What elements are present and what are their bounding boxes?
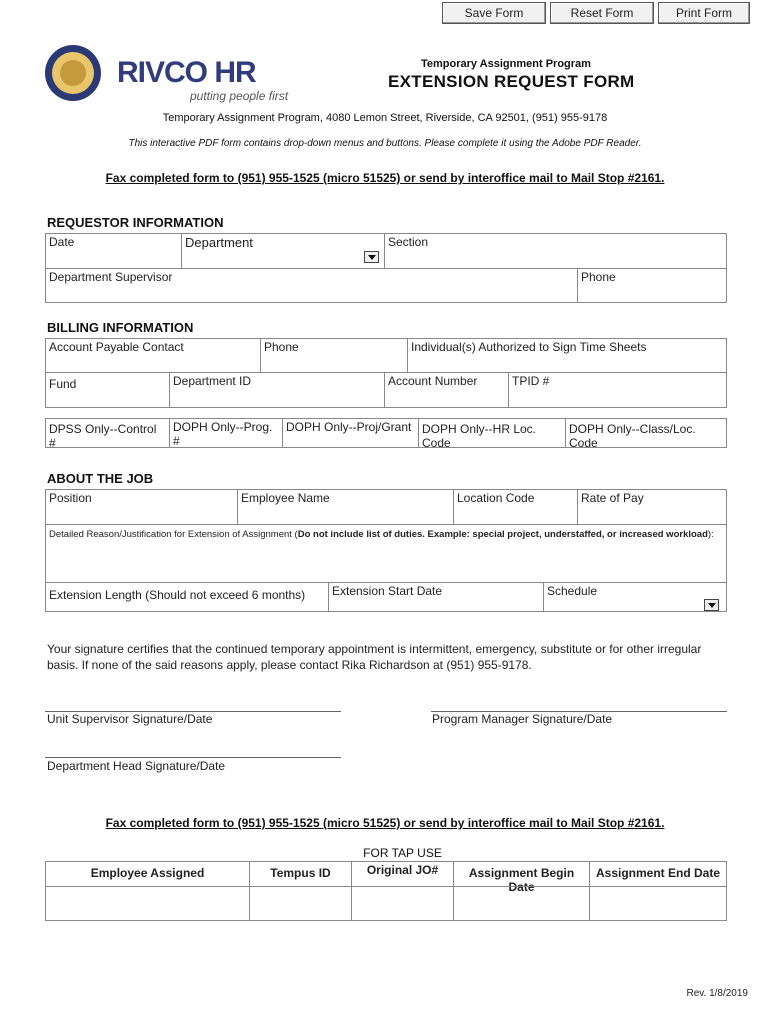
employee-name-field[interactable] xyxy=(237,489,454,525)
employee-name-label: Employee Name xyxy=(241,491,330,505)
fund-label: Fund xyxy=(49,377,77,391)
tap-original-jo-input[interactable] xyxy=(351,886,454,921)
billing-phone-label: Phone xyxy=(264,340,299,354)
program-manager-label: Program Manager Signature/Date xyxy=(432,712,613,726)
rate-of-pay-label: Rate of Pay xyxy=(581,491,644,505)
extension-start-field[interactable] xyxy=(328,582,544,612)
logo-tagline: putting people first xyxy=(190,89,289,103)
extension-start-label: Extension Start Date xyxy=(332,584,443,598)
doph-hr-label: DOPH Only--HR Loc. Code xyxy=(422,422,537,450)
tap-use-label: FOR TAP USE xyxy=(363,846,442,860)
chevron-down-icon[interactable] xyxy=(364,251,379,263)
save-form-button[interactable]: Save Form xyxy=(442,2,546,24)
date-label: Date xyxy=(49,235,75,249)
tap-col-tempus: Tempus ID xyxy=(249,861,352,887)
department-id-label: Department ID xyxy=(173,374,252,388)
revision-date: Rev. 1/8/2019 xyxy=(686,988,748,999)
department-select[interactable] xyxy=(181,233,385,269)
dpss-control-label: DPSS Only--Control # xyxy=(49,422,157,450)
dpss-control-field[interactable] xyxy=(45,418,170,448)
reason-label: Detailed Reason/Justification for Extension of Assignment ( xyxy=(49,529,298,540)
authorized-signers-field[interactable] xyxy=(407,338,727,373)
reason-label-end: ): xyxy=(707,529,714,540)
department-head-signature-line[interactable] xyxy=(45,757,341,758)
doph-prog-field[interactable] xyxy=(169,418,283,448)
position-label: Position xyxy=(49,491,92,505)
location-code-field[interactable] xyxy=(453,489,578,525)
tpid-label: TPID # xyxy=(512,374,550,388)
billing-phone-field[interactable] xyxy=(260,338,408,373)
fax-instructions-top: Fax completed form to (951) 955-1525 (micro 51525) or send by interoffice mail to Mail Stop #2161. xyxy=(105,171,665,185)
job-heading: ABOUT THE JOB xyxy=(47,471,154,486)
supervisor-field[interactable] xyxy=(45,268,578,303)
rivco-hr-logo: RIVCO HR xyxy=(117,56,256,89)
program-name: Temporary Assignment Program xyxy=(421,58,591,70)
department-label: Department xyxy=(185,235,253,250)
doph-prog-label: DOPH Only--Prog. # xyxy=(173,420,273,448)
doph-class-label: DOPH Only--Class/Loc. Code xyxy=(569,422,696,450)
tap-col-employee: Employee Assigned xyxy=(45,861,250,887)
ap-contact-label: Account Payable Contact xyxy=(49,340,184,354)
requestor-heading: REQUESTOR INFORMATION xyxy=(47,215,224,230)
fund-field[interactable] xyxy=(45,372,170,408)
department-head-label: Department Head Signature/Date xyxy=(47,759,226,773)
schedule-label: Schedule xyxy=(547,584,598,598)
certification-text: Your signature certifies that the continued temporary appointment is intermittent, emergency, substitute or for other irregular basis. If none of the said reasons apply, please contact Rika Richardson at (951) 955-9178. xyxy=(47,642,702,672)
tap-col-begin-date: Assignment Begin Date xyxy=(453,861,590,887)
program-address: Temporary Assignment Program, 4080 Lemon Street, Riverside, CA 92501, (951) 955-9178 xyxy=(162,112,608,124)
pdf-instructions: This interactive PDF form contains drop-down menus and buttons. Please complete it using the Adobe PDF Reader. xyxy=(128,138,642,149)
department-id-field[interactable] xyxy=(169,372,385,408)
tap-col-original-jo: Original JO# xyxy=(351,861,454,887)
location-code-label: Location Code xyxy=(457,491,535,505)
extension-length-field[interactable] xyxy=(45,582,329,612)
reason-instructions: Do not include list of duties. Example: special project, understaffed, or increased workload xyxy=(297,529,708,540)
rate-of-pay-field[interactable] xyxy=(577,489,727,525)
ap-contact-field[interactable] xyxy=(45,338,261,373)
requestor-phone-label: Phone xyxy=(581,270,616,284)
section-field[interactable] xyxy=(384,233,727,269)
schedule-select[interactable] xyxy=(543,582,727,612)
billing-heading: BILLING INFORMATION xyxy=(47,320,194,335)
doph-hr-field[interactable] xyxy=(418,418,566,448)
authorized-signers-label: Individual(s) Authorized to Sign Time Sheets xyxy=(411,340,647,354)
tap-begin-date-input[interactable] xyxy=(453,886,590,921)
county-seal-icon xyxy=(45,45,101,101)
fax-instructions-bottom: Fax completed form to (951) 955-1525 (micro 51525) or send by interoffice mail to Mail Stop #2161. xyxy=(105,816,665,830)
doph-proj-field[interactable] xyxy=(282,418,419,448)
doph-class-field[interactable] xyxy=(565,418,727,448)
tap-end-date-input[interactable] xyxy=(589,886,727,921)
print-form-button[interactable]: Print Form xyxy=(658,2,750,24)
date-field[interactable] xyxy=(45,233,182,269)
tpid-field[interactable] xyxy=(508,372,727,408)
doph-proj-label: DOPH Only--Proj/Grant xyxy=(286,420,412,434)
supervisor-label: Department Supervisor xyxy=(49,270,173,284)
requestor-phone-field[interactable] xyxy=(577,268,727,303)
tap-col-end-date: Assignment End Date xyxy=(589,861,727,887)
chevron-down-icon[interactable] xyxy=(704,599,719,611)
tap-tempus-input[interactable] xyxy=(249,886,352,921)
unit-supervisor-label: Unit Supervisor Signature/Date xyxy=(47,712,213,726)
account-number-label: Account Number xyxy=(388,374,478,388)
account-number-field[interactable] xyxy=(384,372,509,408)
form-title: EXTENSION REQUEST FORM xyxy=(388,72,635,91)
section-label: Section xyxy=(388,235,429,249)
position-field[interactable] xyxy=(45,489,238,525)
reason-field[interactable] xyxy=(45,524,727,583)
tap-employee-input[interactable] xyxy=(45,886,250,921)
extension-length-label: Extension Length (Should not exceed 6 months) xyxy=(49,588,306,602)
reset-form-button[interactable]: Reset Form xyxy=(550,2,654,24)
